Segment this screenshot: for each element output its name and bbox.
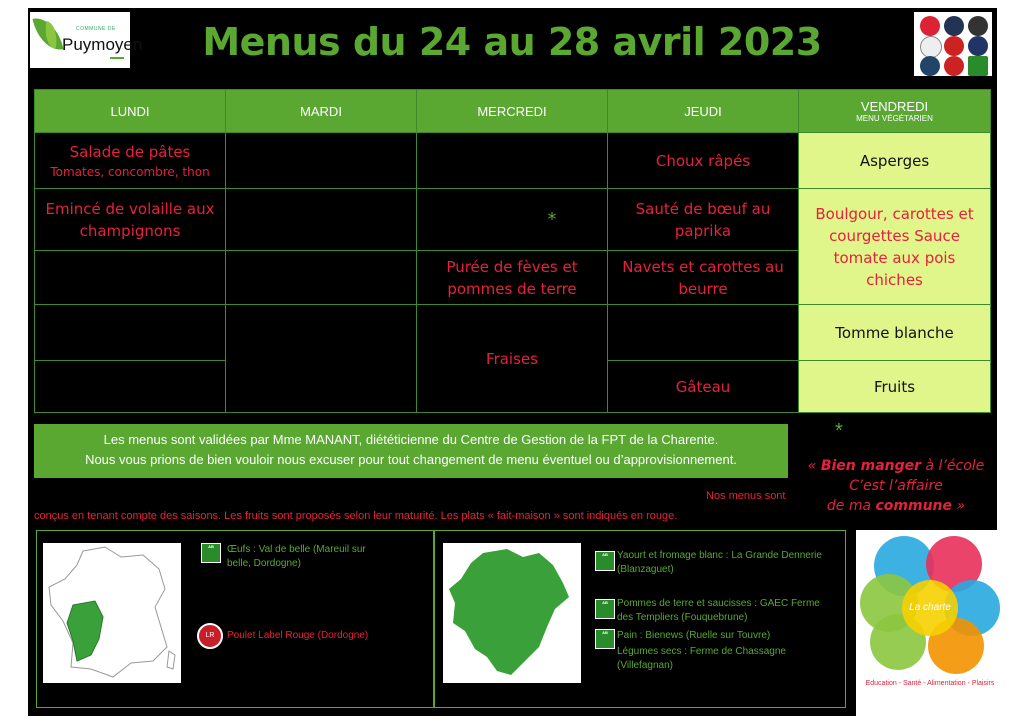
menu-cell: Salade de pâtes Tomates, concombre, thon	[35, 133, 226, 189]
ab-label-icon: AB	[595, 551, 615, 571]
menu-cell: Tomme blanche	[799, 305, 991, 361]
label-rouge-icon	[944, 56, 964, 76]
star-marker: *	[547, 208, 557, 230]
note-text: Nos menus sont	[706, 490, 786, 502]
label-icon	[944, 36, 964, 56]
label-icon	[968, 36, 988, 56]
star-marker: *	[835, 420, 843, 442]
supplier-text: Poulet Label Rouge (Dordogne)	[227, 630, 369, 641]
menu-cell	[226, 133, 417, 189]
slogan: « Bien manger à l’école C’est l’affaire de ma commune »	[807, 458, 985, 514]
menu-cell: Purée de fèves et pommes de terre	[417, 251, 608, 305]
ab-label-icon: AB	[595, 629, 615, 649]
supplier-text: Œufs : Val de belle (Mareuil sur belle, Dordogne)	[227, 544, 366, 569]
menu-cell: Gâteau	[608, 361, 799, 413]
suppliers-left-panel	[36, 530, 434, 708]
charte-footer: Education - Santé - Alimentation - Plaisirs	[865, 680, 995, 687]
logo-commune: COMMUNE DE	[76, 26, 116, 32]
menu-cell	[226, 189, 417, 251]
suppliers-right-panel	[434, 530, 846, 708]
label-icon	[920, 16, 940, 36]
menu-cell: Emincé de volaille aux champignons	[35, 189, 226, 251]
vegetarian-subtitle: MENU VÉGÉTARIEN	[856, 114, 933, 123]
menu-cell: Choux râpés	[608, 133, 799, 189]
menu-cell	[226, 305, 417, 413]
menu-cell	[35, 251, 226, 305]
menu-cell: Fruits	[799, 361, 991, 413]
menu-table	[34, 89, 991, 413]
day-header-mardi: MARDI	[226, 90, 417, 133]
menu-cell: Sauté de bœuf au paprika	[608, 189, 799, 251]
page-title: Menus du 24 au 28 avril 2023	[202, 20, 822, 64]
supplier-text: Légumes secs : Ferme de Chassagne (Villefagnan)	[617, 646, 786, 671]
label-rouge-icon: LR	[197, 623, 223, 649]
day-header-lundi: LUNDI	[35, 90, 226, 133]
logo-name: Puymoyen	[62, 35, 143, 54]
validation-banner: Les menus sont validées par Mme MANANT, diététicienne du Centre de Gestion de la FPT de la Charente. Nous vous prions de bien vouloir nous excuser pour tout changement de menu éventuel ou d’approvisionnement.	[34, 424, 788, 478]
menu-cell	[35, 361, 226, 413]
supplier-text: Yaourt et fromage blanc : La Grande Dennerie (Blanzaguet)	[617, 550, 822, 575]
charente-map	[443, 543, 581, 683]
note-text: conçus en tenant compte des saisons. Les fruits sont proposés selon leur maturité. Les plats « fait-maison » sont indiqués en rouge.	[34, 510, 678, 522]
day-header-vendredi: VENDREDI MENU VÉGÉTARIEN	[799, 90, 991, 133]
aoc-icon	[920, 36, 942, 58]
charte-illustration	[856, 530, 1004, 716]
label-icon	[944, 16, 964, 36]
menu-cell	[608, 305, 799, 361]
label-icon	[968, 16, 988, 36]
menu-cell: Fraises	[417, 305, 608, 413]
menu-cell: Asperges	[799, 133, 991, 189]
menu-cell: Navets et carottes au beurre	[608, 251, 799, 305]
menu-cell	[417, 133, 608, 189]
charte-label: La charte	[909, 602, 951, 613]
menu-cell	[35, 305, 226, 361]
label-icon	[920, 56, 940, 76]
supplier-text: Pommes de terre et saucisses : GAEC Ferme des Templiers (Fouquebrune)	[617, 598, 820, 623]
menu-cell	[226, 251, 417, 305]
ab-label-icon: AB	[595, 599, 615, 619]
menu-cell: Boulgour, carottes et courgettes Sauce tomate aux pois chiches	[799, 189, 991, 305]
day-header-mercredi: MERCREDI	[417, 90, 608, 133]
menu-cell	[417, 189, 608, 251]
quality-badges	[914, 12, 992, 76]
day-header-jeudi: JEUDI	[608, 90, 799, 133]
supplier-text: Pain : Bienews (Ruelle sur Touvre)	[617, 630, 771, 641]
ab-label-icon: AB	[201, 543, 221, 563]
france-map	[43, 543, 181, 683]
ab-icon	[968, 56, 988, 76]
